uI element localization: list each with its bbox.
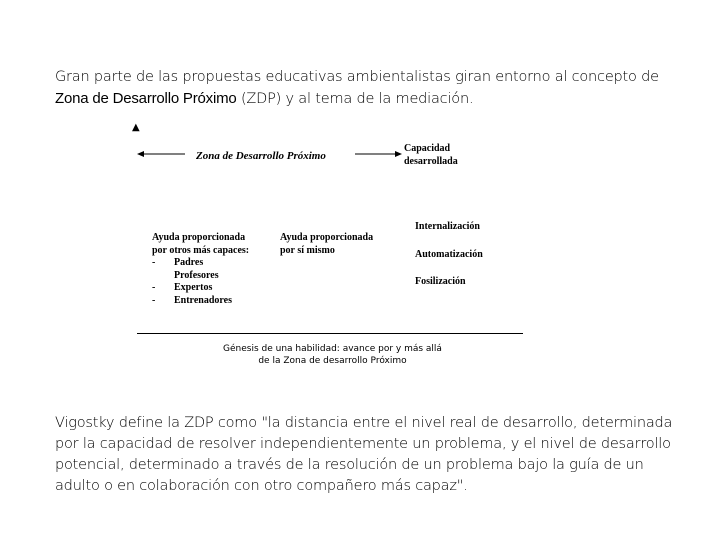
capacity-label-line2: desarrollada bbox=[404, 155, 458, 167]
list-item: - Entrenadores bbox=[152, 294, 232, 306]
intro-text-after: (ZDP) y al tema de la mediación. bbox=[236, 90, 474, 107]
definition-paragraph: Vigostky define la ZDP como "la distancia entre el nivel real de desarrollo, determinada por la capacidad de resolver independientemente un problema, y el nivel de desarrollo potencial, determinado a través de la resolución de un problema bajo la guía de un adulto o en colaboración con otro compañero más capaz". bbox=[55, 414, 673, 494]
up-arrow-icon: ▲ bbox=[132, 122, 140, 133]
stage-automatization: Automatización bbox=[415, 248, 483, 260]
right-arrow-head-icon bbox=[395, 151, 402, 157]
list-item: Profesores bbox=[174, 269, 219, 281]
caption-line1: Génesis de una habilidad: avance por y más allá bbox=[223, 344, 442, 354]
col1-heading-line2: por otros más capaces: bbox=[152, 244, 250, 256]
helpers-list bbox=[152, 257, 249, 307]
self-help-column bbox=[280, 232, 373, 257]
intro-text-before: Gran parte de las propuestas educativas ambientalistas giran entorno al concepto de bbox=[55, 68, 659, 85]
stage-internalization: Internalización bbox=[415, 221, 480, 232]
caption-line2: de la Zona de desarrollo Próximo bbox=[258, 356, 407, 366]
diagram-caption bbox=[195, 343, 470, 367]
list-item: - Padres bbox=[152, 257, 204, 268]
zdp-diagram-label: Zona de Desarrollo Próximo bbox=[196, 150, 326, 162]
help-by-others-column bbox=[152, 232, 249, 307]
col2-heading-line2: por sí mismo bbox=[280, 244, 335, 256]
stage-fossilization: Fosilización bbox=[415, 276, 466, 287]
col1-heading-line1: Ayuda proporcionada bbox=[152, 232, 246, 243]
col2-heading-line1: Ayuda proporcionada bbox=[280, 232, 374, 243]
capacity-label bbox=[404, 143, 458, 168]
diagram-divider bbox=[137, 333, 523, 334]
zdp-term: Zona de Desarrollo Próximo bbox=[55, 89, 237, 107]
capacity-label-line1: Capacidad bbox=[404, 143, 451, 154]
list-item: - Expertos bbox=[152, 282, 213, 293]
stages-column bbox=[415, 221, 483, 304]
left-arrow-head-icon bbox=[137, 151, 144, 157]
